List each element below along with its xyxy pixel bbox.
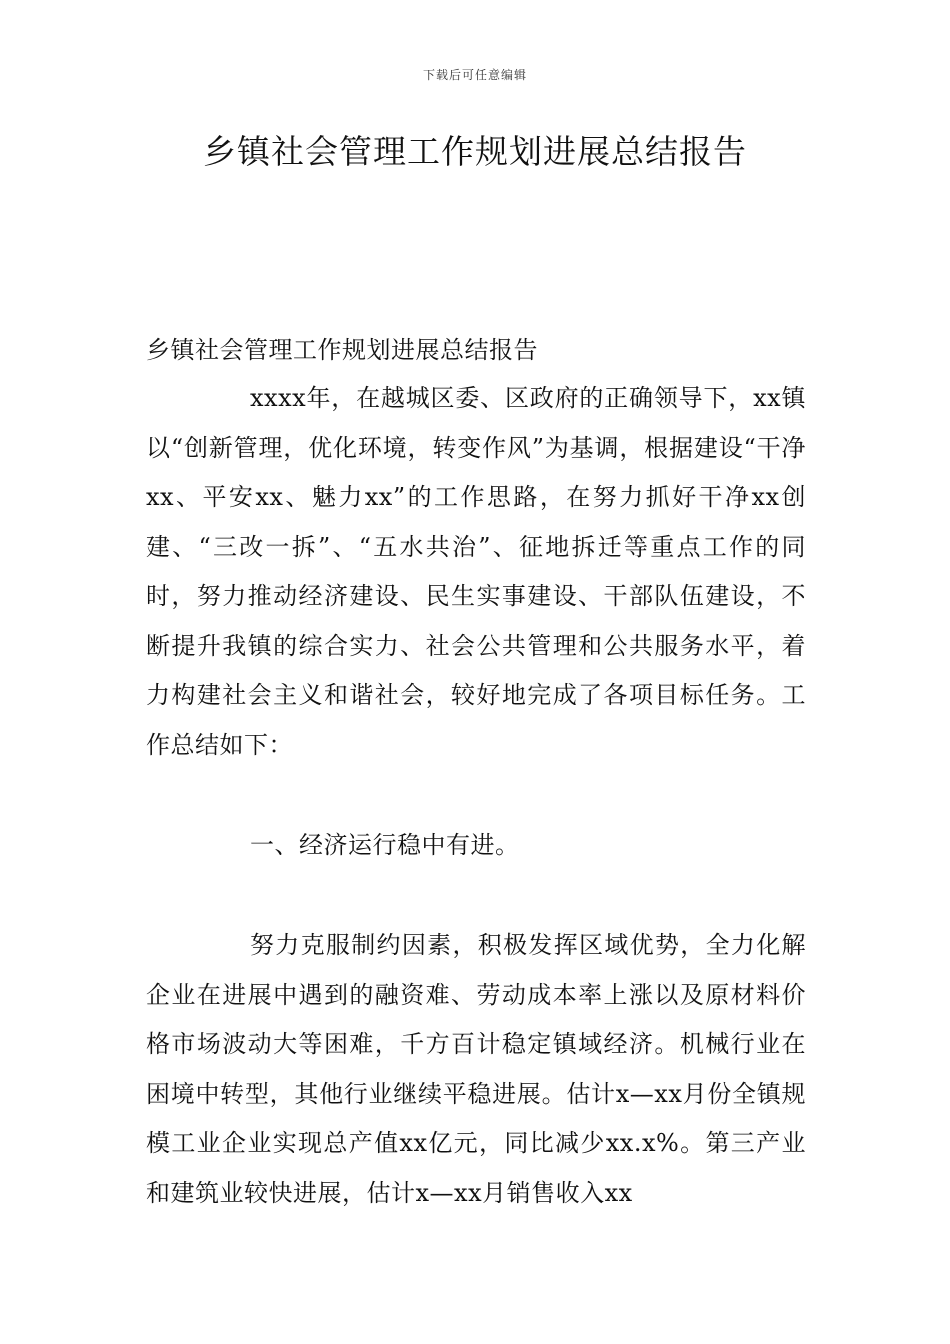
paragraph-economy: 努力克服制约因素，积极发挥区域优势，全力化解企业在进展中遇到的融资难、劳动成本率上涨以及原材料价格市场波动大等困难，千方百计稳定镇域经济。机械行业在困境中转型，其他行业继续平稳进展。估计x—xx月份全镇规模工业企业实现总产值xx亿元，同比减少xx.x%。第三产业和建筑业较快进展，估计x—xx月销售收入xx	[146, 931, 806, 1207]
header-note: 下载后可任意编辑	[422, 68, 527, 82]
document-subtitle: 乡镇社会管理工作规划进展总结报告	[146, 336, 538, 364]
paragraph-intro: xxxx年，在越城区委、区政府的正确领导下，xx镇以“创新管理，优化环境，转变作风”为基调，根据建设“干净xx、平安xx、魅力xx”的工作思路，在努力抓好干净xx创建、“三改一拆”、“五水共治”、征地拆迁等重点工作的同时，努力推动经济建设、民生实事建设、干部队伍建设，不断提升我镇的综合实力、社会公共管理和公共服务水平，着力构建社会主义和谐社会，较好地完成了各项目标任务。工作总结如下：	[146, 384, 806, 759]
document-title: 乡镇社会管理工作规划进展总结报告	[203, 132, 747, 171]
section-heading-economy: 一、经济运行稳中有进。	[250, 831, 520, 859]
